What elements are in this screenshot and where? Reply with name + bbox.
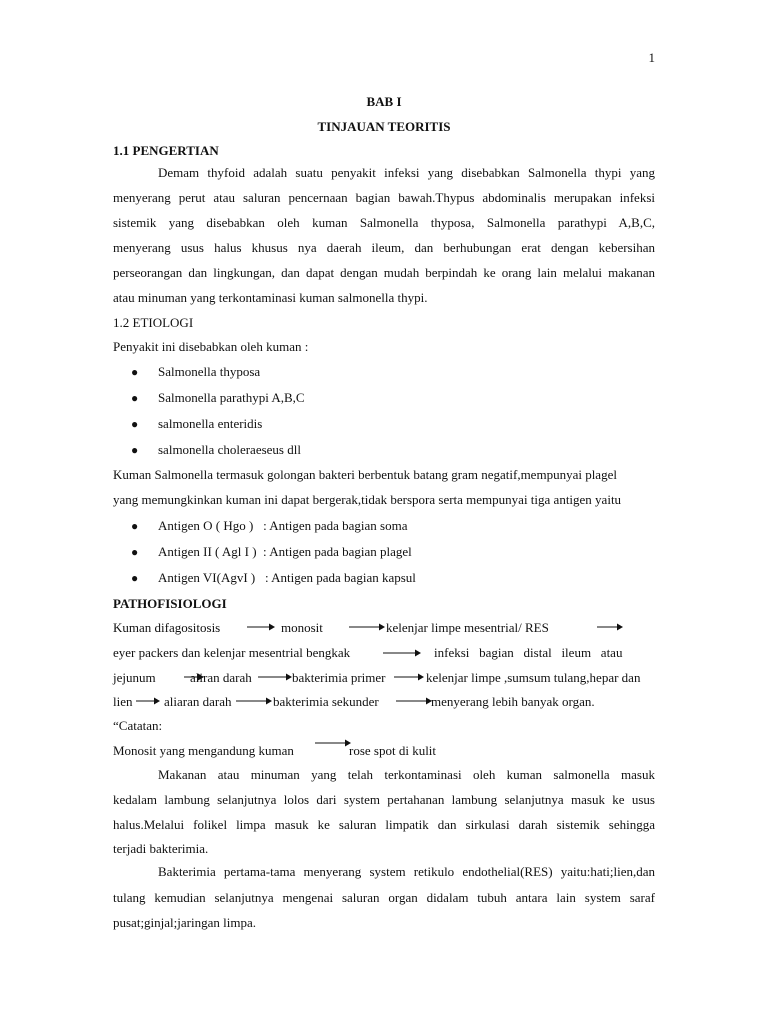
paragraph-line: pusat;ginjal;jaringan limpa. <box>113 915 256 930</box>
bullet-dot: ● <box>131 545 139 559</box>
note-text: Monosit yang mengandung kuman <box>113 743 294 758</box>
bullet-dot: ● <box>131 571 139 585</box>
flow-step: lien <box>113 694 133 709</box>
bullet-dot: ● <box>131 443 139 457</box>
flow-step: aliaran darah <box>164 694 232 709</box>
bullet-dot: ● <box>131 365 139 379</box>
arrow-right-icon <box>236 701 272 711</box>
paragraph-line: tulang kemudian selanjutnya mengenai saluran organ didalam tubuh antara lain system saraf <box>113 890 655 905</box>
antigen-item: Antigen VI(AgvI ) : Antigen pada bagian kapsul <box>158 570 416 585</box>
bullet-dot: ● <box>131 417 139 431</box>
paragraph-line: atau minuman yang terkontaminasi kuman salmonella thypi. <box>113 290 428 305</box>
list-item: Salmonella thyposa <box>158 364 261 379</box>
section-heading-pengertian: 1.1 PENGERTIAN <box>113 143 219 158</box>
flow-step: bakterimia sekunder <box>273 694 379 709</box>
flow-step: kelenjar limpe ,sumsum tulang,hepar dan <box>426 670 641 685</box>
arrow-right-icon <box>247 627 275 637</box>
note-label: “Catatan: <box>113 718 163 733</box>
paragraph-line: perseorangan dan lingkungan, dan dapat dengan mudah berpindah ke orang lain melalui makanan <box>113 265 655 280</box>
paragraph-line: halus.Melalui folikel limpa masuk ke saluran limpatik dan sirkulasi darah sistemik sehingga <box>113 817 655 832</box>
chapter-label: BAB I <box>366 94 402 109</box>
paragraph-line: Kuman Salmonella termasuk golongan bakteri berbentuk batang gram negatif,mempunyai plagel <box>113 467 617 482</box>
antigen-item: Antigen O ( Hgo ) : Antigen pada bagian soma <box>158 518 408 533</box>
section-heading-pathofisiologi: PATHOFISIOLOGI <box>113 596 227 611</box>
arrow-right-icon <box>315 743 351 753</box>
flow-step: monosit <box>281 620 323 635</box>
paragraph-line: terjadi bakterimia. <box>113 841 209 856</box>
arrow-right-icon <box>396 701 432 711</box>
flow-step: kelenjar limpe mesentrial/ RES <box>386 620 549 635</box>
arrow-right-icon <box>394 677 424 687</box>
etiologi-intro: Penyakit ini disebabkan oleh kuman : <box>113 339 309 354</box>
flow-step: menyerang lebih banyak organ. <box>431 694 595 709</box>
list-item: salmonella enteridis <box>158 416 263 431</box>
paragraph-line: menyerang perut atau saluran pencernaan bagian bawah.Thypus abdominalis merupakan infeksi <box>113 190 655 205</box>
bullet-dot: ● <box>131 519 139 533</box>
paragraph-line: Makanan atau minuman yang telah terkontaminasi oleh kuman salmonella masuk <box>158 767 655 782</box>
bullet-dot: ● <box>131 391 139 405</box>
flow-step: eyer packers dan kelenjar mesentrial bengkak <box>113 645 351 660</box>
arrow-right-icon <box>383 653 421 663</box>
flow-step: infeksi bagian distal ileum atau <box>434 645 623 660</box>
list-item: salmonella choleraeseus dll <box>158 442 301 457</box>
flow-step: jejunum <box>113 670 156 685</box>
paragraph-line: yang memungkinkan kuman ini dapat bergerak,tidak berspora serta mempunyai tiga antigen yaitu <box>113 492 622 507</box>
arrow-right-icon <box>258 677 292 687</box>
page-number: 1 <box>648 50 655 65</box>
chapter-title: TINJAUAN TEORITIS <box>317 119 451 134</box>
flow-step: bakterimia primer <box>292 670 386 685</box>
arrow-right-icon <box>349 627 385 637</box>
paragraph-line: Demam thyfoid adalah suatu penyakit infeksi yang disebabkan Salmonella thypi yang <box>158 165 655 180</box>
note-text: rose spot di kulit <box>349 743 437 758</box>
flow-step: aliran darah <box>190 670 252 685</box>
paragraph-line: kedalam lambung selanjutnya lolos dari system pertahanan lambung selanjutnya masuk ke usus <box>113 792 655 807</box>
paragraph-line: menyerang usus halus khusus nya daerah ileum, dan berhubungan erat dengan kebersihan <box>113 240 655 255</box>
list-item: Salmonella parathypi A,B,C <box>158 390 305 405</box>
section-heading-etiologi: 1.2 ETIOLOGI <box>113 315 194 330</box>
flow-step: Kuman difagositosis <box>113 620 221 635</box>
paragraph-line: Bakterimia pertama-tama menyerang system retikulo endothelial(RES) yaitu:hati;lien,dan <box>158 864 655 879</box>
arrow-right-icon <box>136 701 160 711</box>
paragraph-line: sistemik yang disebabkan oleh kuman Salmonella thyposa, Salmonella parathypi A,B,C, <box>113 215 655 230</box>
arrow-right-icon <box>597 627 623 637</box>
antigen-item: Antigen II ( Agl I ) : Antigen pada bagian plagel <box>158 544 412 559</box>
